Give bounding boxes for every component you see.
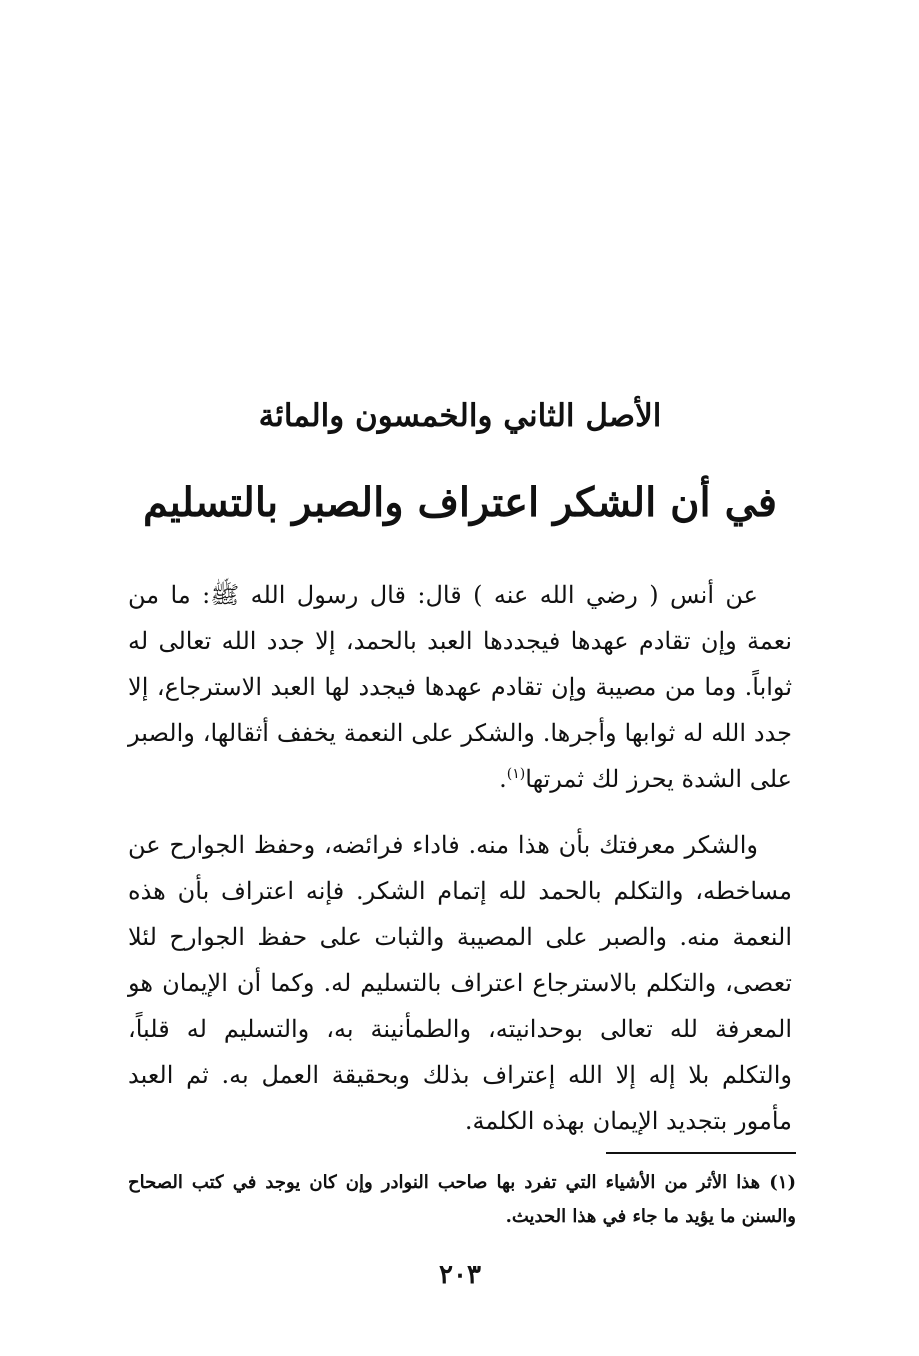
paragraph-hadith xyxy=(128,572,792,802)
body-text xyxy=(128,572,792,1144)
chapter-heading xyxy=(120,392,800,534)
chapter-subtitle: في أن الشكر اعتراف والصبر بالتسليم xyxy=(142,479,778,526)
paragraph-hadith-end: . xyxy=(499,765,507,793)
footnote-text: (١) هذا الأثر من الأشياء التي تفرد بها صاحب النوادر وإن كان يوجد في كتب الصحاح والسنن ما يؤيد ما جاء في هذا الحديث. xyxy=(128,1172,796,1227)
footnote xyxy=(128,1166,796,1234)
page-number: ٢٠٣ xyxy=(439,1260,481,1290)
paragraph-commentary: والشكر معرفتك بأن هذا منه. فاداء فرائضه، وحفظ الجوارح عن مساخطه، والتكلم بالحمد لله إتمام الشكر. فإنه اعتراف بأن هذه النعمة منه. والصبر على المصيبة والثبات على حفظ الجوارح لئلا تعصى، والتكلم بالاسترجاع اعتراف بالتسليم له. وكما أن الإيمان هو المعرفة لله تعالى بوحدانيته، والطمأنينة به، والتسليم له قلباً، والتكلم بلا إله إلا الله إعتراف بذلك وبحقيقة العمل به. ثم العبد مأمور بتجديد الإيمان بهذه الكلمة. xyxy=(128,831,792,1135)
footnote-divider xyxy=(606,1152,796,1154)
chapter-title: الأصل الثاني والخمسون والمائة xyxy=(258,398,662,434)
footnote-marker: (١) xyxy=(506,766,526,782)
paragraph-hadith-text: عن أنس ( رضي الله عنه ) قال: قال رسول الله ﷺ: ما من نعمة وإن تقادم عهدها فيجددها العبد بالحمد، إلا جدد الله تعالى له ثواباً. وما من مصيبة وإن تقادم عهدها فيجدد لها العبد الاسترجاع، إلا جدد الله له ثوابها وأجرها. والشكر على النعمة يخفف أثقالها، والصبر على الشدة يحرز لك ثمرتها xyxy=(128,581,793,793)
